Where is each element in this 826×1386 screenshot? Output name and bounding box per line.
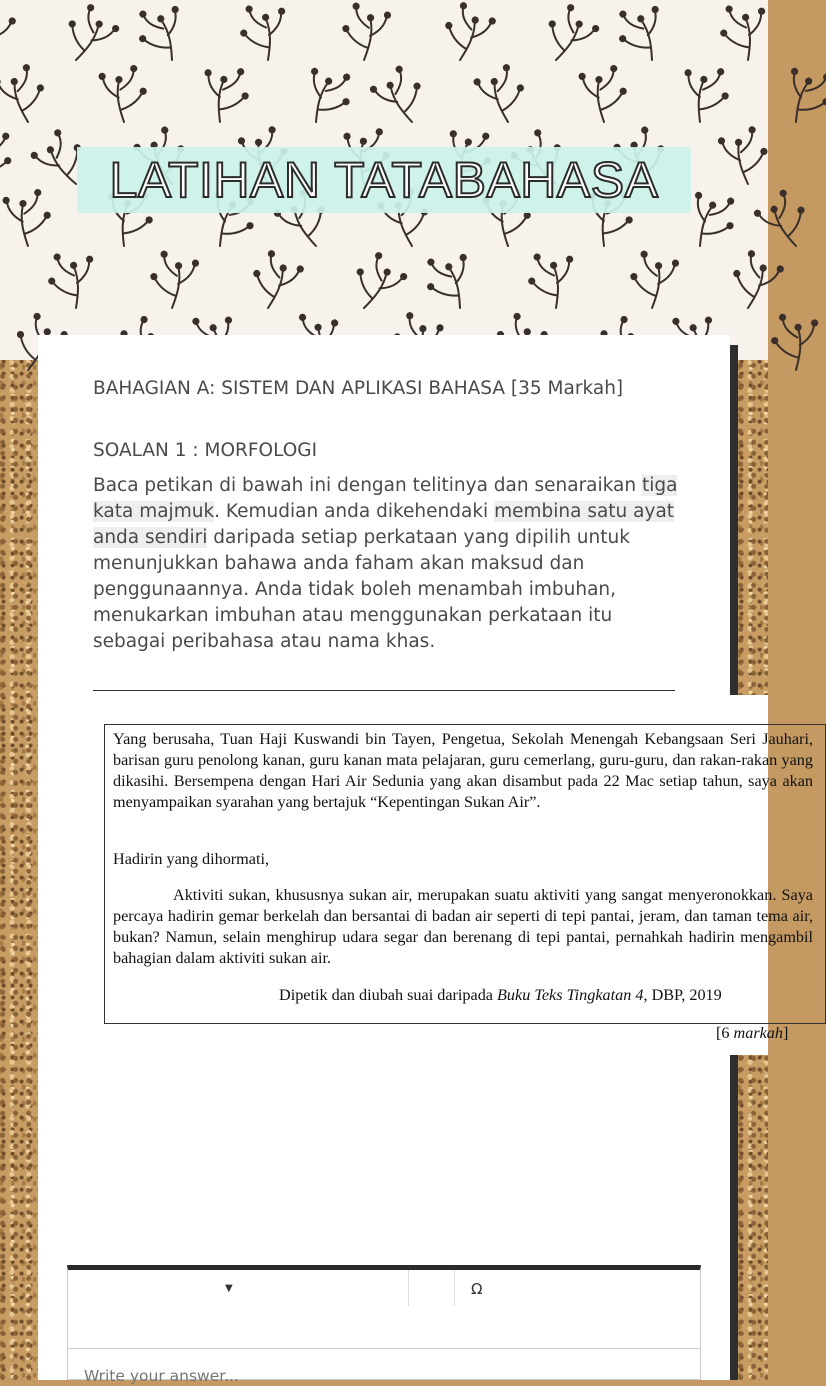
floral-sprig xyxy=(538,0,603,70)
question-instructions xyxy=(93,473,683,655)
floral-sprig xyxy=(751,186,815,255)
floral-sprig xyxy=(523,246,582,312)
floral-sprig xyxy=(715,0,774,65)
caret-down-icon: ▼ xyxy=(225,1283,233,1294)
passage-source xyxy=(279,986,722,1005)
floral-sprig xyxy=(193,60,254,127)
card-edge-shadow-bottom xyxy=(730,1055,738,1380)
floral-sprig xyxy=(630,250,679,308)
floral-sprig xyxy=(0,63,47,126)
floral-sprig xyxy=(346,248,411,318)
passage-paragraph-2: Aktiviti sukan, khususnya sukan air, merupakan suatu aktiviti yang sangat menyeronokkan. Saya percaya hadirin gemar berkelah dan bersantai di badan air seperti di tepi pantai, jeram, dan taman tema air, bukan? Namun, selain menghirup udara segar dan berenang di tepi pantai, pernahkah hadirin mengambil bahagian dalam aktiviti sukan air. xyxy=(113,886,813,967)
floral-sprig xyxy=(610,0,677,69)
answer-editor xyxy=(67,1265,701,1380)
floral-sprig xyxy=(473,63,528,126)
passage-paragraph-1: Yang berusaha, Tuan Haji Kuswandi bin Tayen, Pengetua, Sekolah Menengah Kebangsaan Seri Jauhari, barisan guru penolong kanan, guru kanan mata pelajaran, guru cemerlang, guru-guru, dan rakan-rakan yang dikasihi. Bersempena dengan Hari Air Sedunia yang akan disambut pada 22 Mac setiap tahun, saya akan menyampaikan syarahan yang bertajuk “Kepentingan Sukan Air”. xyxy=(113,730,813,811)
passage-box xyxy=(104,724,826,1024)
editor-toolbar xyxy=(68,1270,700,1349)
section-heading: BAHAGIAN A: SISTEM DAN APLIKASI BAHASA [35 Markah] xyxy=(93,378,624,399)
floral-sprig xyxy=(96,64,147,124)
floral-sprig xyxy=(0,1,17,65)
floral-sprig xyxy=(342,2,391,60)
floral-sprig xyxy=(58,0,123,70)
passage-greeting: Hadirin yang dihormati, xyxy=(113,850,269,868)
floral-sprig xyxy=(0,121,19,191)
header-banner xyxy=(0,0,768,360)
floral-sprig xyxy=(130,0,197,69)
floral-sprig xyxy=(0,245,5,317)
instructions-highlight-1: tiga kata majmuk xyxy=(93,475,678,522)
format-dropdown[interactable] xyxy=(68,1270,409,1306)
floral-sprig xyxy=(729,249,785,313)
floral-sprig xyxy=(150,250,199,308)
instructions-text-2: . Kemudian anda dikehendaki xyxy=(214,501,495,522)
cork-background-left xyxy=(0,340,40,1380)
question-heading: SOALAN 1 : MORFOLOGI xyxy=(93,440,318,461)
source-prefix: Dipetik dan diubah suai daripada xyxy=(279,986,498,1004)
marks-prefix: [6 xyxy=(716,1024,734,1042)
floral-sprig xyxy=(0,188,51,248)
floral-sprig xyxy=(772,59,826,131)
instructions-text-1: Baca petikan di bawah ini dengan telitinya dan senaraikan xyxy=(93,475,642,496)
floral-sprig xyxy=(576,64,627,124)
floral-sprig xyxy=(367,62,431,131)
answer-input[interactable] xyxy=(84,1366,684,1386)
floral-sprig xyxy=(235,0,294,65)
divider-line xyxy=(93,690,675,691)
instructions-text-3: daripada setiap perkataan yang dipilih untuk menunjukkan bahawa anda faham akan maksud dan penggunaannya. Anda tidak boleh menambah imbuhan, menukarkan imbuhan atau menggunakan perkataan itu sebagai peribahasa atau nama khas. xyxy=(93,527,630,652)
floral-sprig xyxy=(673,60,734,127)
floral-sprig xyxy=(718,127,767,185)
floral-sprig xyxy=(441,1,497,65)
floral-sprig xyxy=(418,245,485,317)
floral-sprig xyxy=(292,59,360,131)
floral-sprig xyxy=(249,249,305,313)
floral-sprig xyxy=(769,310,824,373)
page-title: LATIHAN TATABAHASA xyxy=(109,152,659,208)
toolbar-blank-button[interactable] xyxy=(408,1270,455,1306)
marks-suffix: ] xyxy=(783,1024,789,1042)
source-book: Buku Teks Tingkatan 4 xyxy=(497,986,644,1004)
card-edge-shadow-top xyxy=(730,345,738,700)
special-character-button[interactable]: Ω xyxy=(471,1280,483,1298)
passage-image xyxy=(38,695,813,1055)
marks-word: markah xyxy=(733,1024,783,1042)
passage-marks xyxy=(716,1024,788,1043)
floral-sprig xyxy=(43,246,102,312)
source-suffix: , DBP, 2019 xyxy=(643,986,722,1004)
instructions-highlight-2: membina satu ayat anda sendiri xyxy=(93,501,675,548)
